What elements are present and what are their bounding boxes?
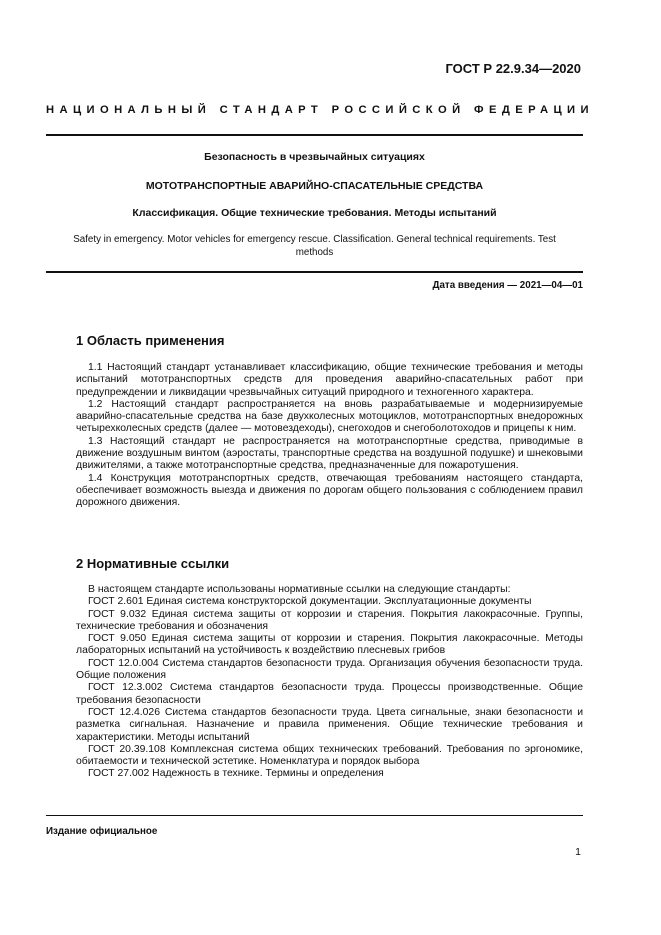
- title-line-1: Безопасность в чрезвычайных ситуациях: [204, 151, 425, 163]
- header-rule: [46, 134, 583, 136]
- paragraph-1-2: 1.2 Настоящий стандарт распространяется на вновь разрабатываемые и модернизируемые аварийно-спасательные средства на базе двухколесных мотоциклов, мототранспортных внедорожных четырехколесных средств (далее — мотовездеходы), снегоходов и снегоболотоходов и прицепы к ним.: [76, 398, 583, 435]
- reference-item: ГОСТ 9.032 Единая система защиты от коррозии и старения. Покрытия лакокрасочные. Группы, технические требования и обозначения: [76, 608, 583, 632]
- title-line-3: Классификация. Общие технические требования. Методы испытаний: [132, 207, 497, 219]
- reference-item: ГОСТ 12.4.026 Система стандартов безопасности труда. Цвета сигнальные, знаки безопасности и разметка сигнальная. Назначение и правила применения. Общие технические требования и характеристики. Методы испытаний: [76, 706, 583, 743]
- title-rule: [46, 271, 583, 273]
- reference-item: ГОСТ 27.002 Надежность в технике. Термины и определения: [88, 768, 384, 780]
- document-code: ГОСТ Р 22.9.34—2020: [445, 61, 581, 76]
- reference-item: ГОСТ 2.601 Единая система конструкторской документации. Эксплуатационные документы: [88, 596, 532, 608]
- section-1-body: [76, 362, 583, 510]
- section-2-body: [76, 584, 583, 781]
- page-number: 1: [575, 846, 581, 858]
- national-standard-banner: НАЦИОНАЛЬНЫЙ СТАНДАРТ РОССИЙСКОЙ ФЕДЕРАЦИИ: [46, 104, 594, 116]
- paragraph-1-4: 1.4 Конструкция мототранспортных средств, отвечающая требованиям настоящего стандарта, обеспечивает возможность выезда и движения по дорогам общего пользования с соблюдением правил дорожного движения.: [76, 472, 583, 509]
- introduction-date: Дата введения — 2021—04—01: [432, 280, 583, 291]
- section-2-intro: В настоящем стандарте использованы нормативные ссылки на следующие стандарты:: [88, 584, 511, 595]
- reference-item: ГОСТ 12.3.002 Система стандартов безопасности труда. Процессы производственные. Общие требования безопасности: [76, 682, 583, 706]
- official-edition-label: Издание официальное: [46, 826, 158, 837]
- footer-rule: [46, 815, 583, 816]
- reference-item: ГОСТ 20.39.108 Комплексная система общих технических требований. Требования по эргономике, обитаемости и технической эстетике. Номенклатура и порядок выбора: [76, 743, 583, 768]
- reference-item: ГОСТ 9.050 Единая система защиты от коррозии и старения. Покрытия лакокрасочные. Методы лабораторных испытаний на устойчивость к воздействию плесневых грибов: [76, 633, 583, 657]
- section-2-heading: 2 Нормативные ссылки: [76, 556, 230, 571]
- title-line-2: МОТОТРАНСПОРТНЫЕ АВАРИЙНО-СПАСАТЕЛЬНЫЕ СРЕДСТВА: [145, 180, 484, 192]
- reference-item: ГОСТ 12.0.004 Система стандартов безопасности труда. Организация обучения безопасности труда. Общие положения: [76, 657, 583, 682]
- paragraph-1-3: 1.3 Настоящий стандарт не распространяется на мототранспортные средства, приводимые в движение воздушным винтом (аэростаты, транспортные средства на воздушной подушке) и шнековыми движителями, а также мототранспортные средства, предназначенные для пожаротушения.: [76, 435, 583, 472]
- paragraph-1-1: 1.1 Настоящий стандарт устанавливает классификацию, общие технические требования и методы испытаний мототранспортных средств для проведения аварийно-спасательных работ при предупреждении и ликвидации чрезвычайных ситуаций природного и техногенного характера.: [76, 362, 583, 398]
- section-1-heading: 1 Область применения: [76, 333, 225, 348]
- title-english: Safety in emergency. Motor vehicles for emergency rescue. Classification. General technical requirements. Test methods: [73, 234, 556, 258]
